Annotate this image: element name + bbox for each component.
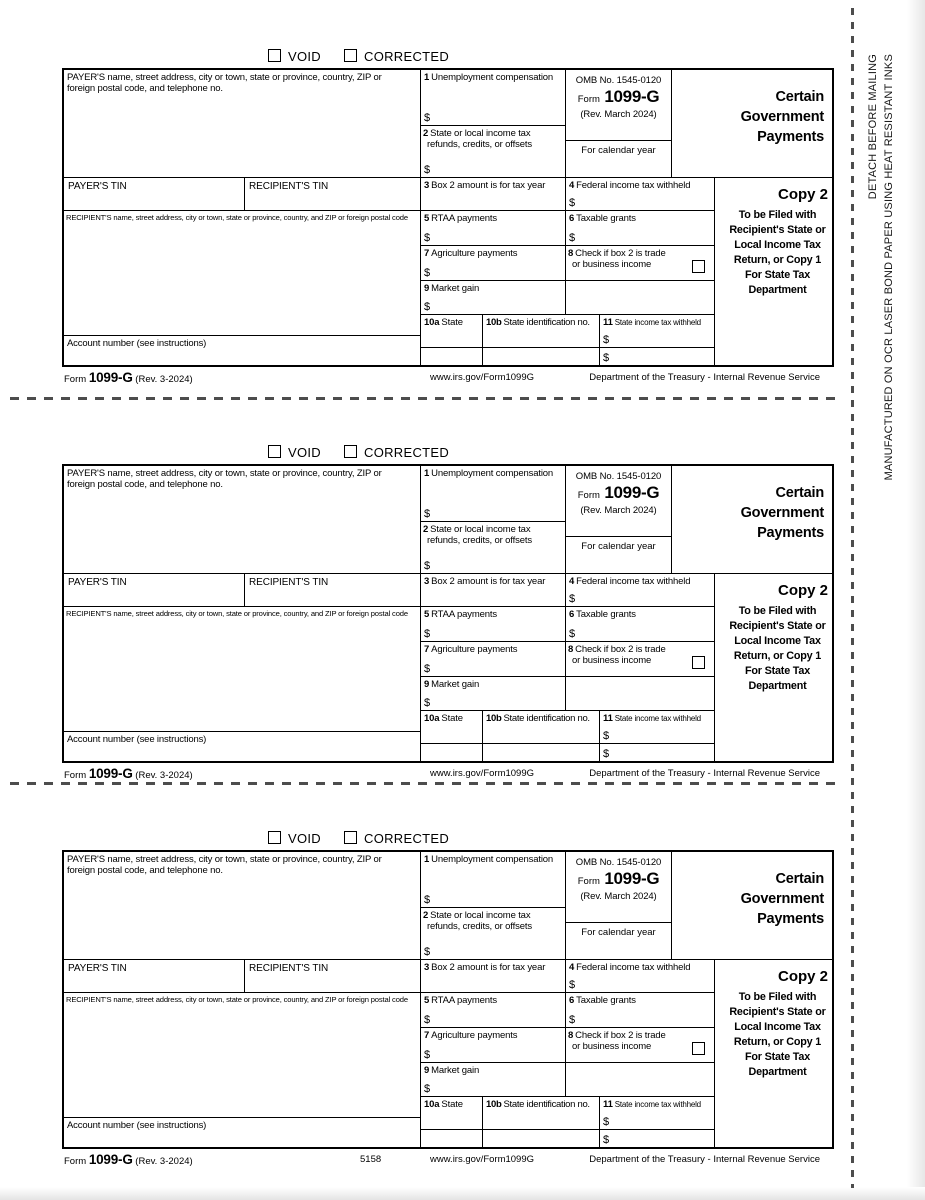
box10a-state bbox=[420, 314, 482, 347]
form-title-line bbox=[566, 483, 671, 503]
footer-revision: (Rev. 3-2024) bbox=[135, 770, 193, 781]
box7-number: 7 bbox=[424, 248, 430, 259]
box9-number: 9 bbox=[424, 679, 430, 690]
dollar-sign: $ bbox=[603, 352, 610, 364]
box3-label: Box 2 amount is for tax year bbox=[431, 180, 546, 191]
box2-number: 2 bbox=[423, 524, 429, 535]
recipient-info-label: RECIPIENT'S name, street address, city or town, state or province, country, and ZIP or foreign postal code bbox=[66, 995, 408, 1004]
form-number: 1099-G bbox=[604, 869, 660, 888]
box10b-number: 10b bbox=[486, 317, 502, 328]
account-number-label: Account number (see instructions) bbox=[67, 734, 207, 745]
perforation-line-vertical bbox=[851, 8, 854, 1188]
dollar-sign: $ bbox=[424, 663, 431, 675]
footer-form-number: 1099-G bbox=[88, 370, 133, 385]
form-word: Form bbox=[577, 94, 600, 105]
box10a-entry-row2 bbox=[420, 743, 482, 761]
box6-taxable-grants bbox=[565, 606, 714, 641]
calendar-year-label: For calendar year bbox=[581, 927, 656, 938]
box4-federal-tax-withheld bbox=[565, 959, 714, 992]
box10a-label: State bbox=[441, 317, 463, 328]
recipient-tin-box bbox=[244, 959, 420, 992]
footer-revision: (Rev. 3-2024) bbox=[135, 1156, 193, 1167]
form-main-title: Certain Government Payments bbox=[740, 89, 824, 145]
account-number-box bbox=[64, 1117, 420, 1147]
box11-state-tax-withheld bbox=[599, 314, 714, 347]
box10a-number: 10a bbox=[424, 1099, 440, 1110]
box5-number: 5 bbox=[424, 995, 430, 1006]
account-number-label: Account number (see instructions) bbox=[67, 338, 207, 349]
box7-number: 7 bbox=[424, 1030, 430, 1041]
copy2-box bbox=[714, 573, 832, 761]
form-main-title: Certain Government Payments bbox=[740, 485, 824, 541]
corrected-label: CORRECTED bbox=[364, 49, 450, 64]
box2-state-refunds bbox=[420, 125, 565, 177]
box2-label: State or local income tax refunds, credits, or offsets bbox=[427, 524, 532, 546]
copy2-title: Copy 2 bbox=[777, 968, 828, 985]
form-title-line bbox=[566, 869, 671, 889]
box11-entry-row2 bbox=[599, 743, 714, 761]
dollar-sign: $ bbox=[424, 1049, 431, 1061]
calendar-year-box bbox=[565, 922, 672, 959]
box1-number: 1 bbox=[424, 854, 430, 865]
box1-number: 1 bbox=[424, 72, 430, 83]
copy2-instructions: To be Filed with Recipient's State or Local Income Tax Return, or Copy 1 For State Tax Department bbox=[729, 605, 826, 692]
dollar-sign: $ bbox=[569, 979, 576, 991]
box10b-state-id bbox=[482, 314, 599, 347]
box10b-state-id bbox=[482, 710, 599, 743]
footer-revision: (Rev. 3-2024) bbox=[135, 374, 193, 385]
void-corrected-row bbox=[62, 830, 830, 848]
box4-federal-tax-withheld bbox=[565, 573, 714, 606]
recipient-tin-box bbox=[244, 177, 420, 210]
void-label: VOID bbox=[288, 49, 321, 64]
dollar-sign: $ bbox=[569, 1014, 576, 1026]
recipient-tin-label: RECIPIENT'S TIN bbox=[249, 963, 329, 974]
dollar-sign: $ bbox=[569, 628, 576, 640]
form-1099g-copy2 bbox=[0, 40, 925, 386]
dollar-sign: $ bbox=[603, 748, 610, 760]
box10a-number: 10a bbox=[424, 713, 440, 724]
dollar-sign: $ bbox=[603, 1134, 610, 1146]
box1-number: 1 bbox=[424, 468, 430, 479]
payer-info-box bbox=[64, 852, 420, 959]
box6-label: Taxable grants bbox=[576, 609, 636, 620]
box10b-entry-row2 bbox=[482, 1129, 599, 1147]
box10a-entry-row2 bbox=[420, 1129, 482, 1147]
box4-label: Federal income tax withheld bbox=[576, 180, 691, 191]
recipient-info-box bbox=[64, 606, 420, 731]
box6-number: 6 bbox=[569, 995, 575, 1006]
dollar-sign: $ bbox=[424, 508, 431, 520]
payer-info-label: PAYER'S name, street address, city or town, state or province, country, ZIP or foreign postal code, and telephone no. bbox=[67, 468, 382, 490]
box8-label: Check if box 2 is trade or business income bbox=[572, 1030, 666, 1052]
box11-number: 11 bbox=[603, 713, 613, 724]
account-number-box bbox=[64, 335, 420, 365]
form-word: Form bbox=[577, 876, 600, 887]
box6-taxable-grants bbox=[565, 210, 714, 245]
box5-rtaa-payments bbox=[420, 992, 565, 1027]
box9-market-gain bbox=[420, 676, 565, 710]
empty-cell bbox=[565, 280, 714, 314]
box3-tax-year bbox=[420, 177, 565, 210]
dollar-sign: $ bbox=[424, 1014, 431, 1026]
copy2-title: Copy 2 bbox=[777, 582, 828, 599]
box5-label: RTAA payments bbox=[431, 213, 497, 224]
box3-number: 3 bbox=[424, 962, 430, 973]
form-grid bbox=[62, 464, 834, 763]
box11-state-tax-withheld bbox=[599, 1096, 714, 1129]
calendar-year-label: For calendar year bbox=[581, 541, 656, 552]
omb-number: OMB No. 1545-0120 bbox=[575, 471, 662, 482]
box6-label: Taxable grants bbox=[576, 995, 636, 1006]
perforation-line-1 bbox=[10, 397, 842, 400]
form-grid bbox=[62, 850, 834, 1149]
paper-stock-text: MANUFACTURED ON OCR LASER BOND PAPER USING HEAT RESISTANT INKS bbox=[883, 54, 895, 481]
box10b-state-id bbox=[482, 1096, 599, 1129]
payer-tin-box bbox=[64, 573, 244, 606]
box7-agriculture-payments bbox=[420, 245, 565, 280]
calendar-year-box bbox=[565, 536, 672, 573]
detach-before-mailing-text: DETACH BEFORE MAILING bbox=[867, 54, 879, 200]
box10b-label: State identification no. bbox=[503, 317, 590, 328]
payer-info-box bbox=[64, 466, 420, 573]
box10a-number: 10a bbox=[424, 317, 440, 328]
box11-label: State income tax withheld bbox=[614, 714, 701, 723]
footer-treasury-text: Department of the Treasury - Internal Revenue Service bbox=[589, 372, 820, 383]
empty-cell bbox=[565, 676, 714, 710]
box4-number: 4 bbox=[569, 962, 575, 973]
payer-tin-label: PAYER'S TIN bbox=[68, 577, 127, 588]
dollar-sign: $ bbox=[603, 1116, 610, 1128]
omb-box bbox=[565, 70, 672, 140]
footer-form-id: Form 1099-G (Rev. 3-2024) bbox=[64, 1152, 193, 1167]
certain-government-payments-area bbox=[672, 852, 832, 959]
form-number: 1099-G bbox=[604, 483, 660, 502]
box6-number: 6 bbox=[569, 609, 575, 620]
omb-box bbox=[565, 852, 672, 922]
side-margin-text bbox=[867, 54, 895, 480]
box4-number: 4 bbox=[569, 576, 575, 587]
recipient-tin-box bbox=[244, 573, 420, 606]
form-1099g-copy2 bbox=[0, 436, 925, 782]
box7-agriculture-payments bbox=[420, 1027, 565, 1062]
box8-trade-business-income bbox=[565, 245, 714, 280]
certain-government-payments-area bbox=[672, 70, 832, 177]
box2-number: 2 bbox=[423, 128, 429, 139]
recipient-info-box bbox=[64, 210, 420, 335]
dollar-sign: $ bbox=[424, 232, 431, 244]
form-number: 1099-G bbox=[604, 87, 660, 106]
box8-number: 8 bbox=[568, 248, 574, 259]
payer-tin-box bbox=[64, 177, 244, 210]
recipient-tin-label: RECIPIENT'S TIN bbox=[249, 577, 329, 588]
box11-label: State income tax withheld bbox=[614, 1100, 701, 1109]
form-revision: (Rev. March 2024) bbox=[580, 505, 657, 516]
dollar-sign: $ bbox=[603, 730, 610, 742]
certain-government-payments-area bbox=[672, 466, 832, 573]
box10a-state bbox=[420, 710, 482, 743]
box3-tax-year bbox=[420, 573, 565, 606]
box5-number: 5 bbox=[424, 213, 430, 224]
corrected-checkbox[interactable] bbox=[344, 49, 357, 62]
form-grid bbox=[62, 68, 834, 367]
box8-number: 8 bbox=[568, 1030, 574, 1041]
dollar-sign: $ bbox=[424, 112, 431, 124]
dollar-sign: $ bbox=[424, 164, 431, 176]
form-revision: (Rev. March 2024) bbox=[580, 109, 657, 120]
sheet-edge-shadow-bottom bbox=[0, 1187, 925, 1200]
payer-info-label: PAYER'S name, street address, city or town, state or province, country, ZIP or foreign postal code, and telephone no. bbox=[67, 72, 382, 94]
box11-entry-row2 bbox=[599, 1129, 714, 1147]
dollar-sign: $ bbox=[424, 894, 431, 906]
box1-unemployment-compensation bbox=[420, 70, 565, 125]
box7-label: Agriculture payments bbox=[431, 644, 518, 655]
box1-unemployment-compensation bbox=[420, 852, 565, 907]
copy2-box bbox=[714, 959, 832, 1147]
box5-number: 5 bbox=[424, 609, 430, 620]
footer-irs-url: www.irs.gov/Form1099G bbox=[430, 372, 535, 383]
footer-irs-url: www.irs.gov/Form1099G bbox=[430, 768, 535, 779]
box2-state-refunds bbox=[420, 907, 565, 959]
dollar-sign: $ bbox=[569, 232, 576, 244]
box8-checkbox[interactable] bbox=[692, 656, 705, 669]
empty-cell bbox=[565, 1062, 714, 1096]
form-1099g-copy2 bbox=[0, 822, 925, 1168]
box8-label: Check if box 2 is trade or business income bbox=[572, 644, 666, 666]
void-checkbox[interactable] bbox=[268, 49, 281, 62]
box11-number: 11 bbox=[603, 1099, 613, 1110]
box3-label: Box 2 amount is for tax year bbox=[431, 576, 546, 587]
box11-entry-row2 bbox=[599, 347, 714, 365]
account-number-box bbox=[64, 731, 420, 761]
payer-info-box bbox=[64, 70, 420, 177]
box10a-label: State bbox=[441, 713, 463, 724]
calendar-year-box bbox=[565, 140, 672, 177]
box6-label: Taxable grants bbox=[576, 213, 636, 224]
box10a-label: State bbox=[441, 1099, 463, 1110]
dollar-sign: $ bbox=[424, 628, 431, 640]
dollar-sign: $ bbox=[569, 593, 576, 605]
footer-treasury-text: Department of the Treasury - Internal Revenue Service bbox=[589, 768, 820, 779]
box9-label: Market gain bbox=[431, 679, 480, 690]
box11-label: State income tax withheld bbox=[614, 318, 701, 327]
box3-label: Box 2 amount is for tax year bbox=[431, 962, 546, 973]
void-corrected-row bbox=[62, 48, 830, 66]
box9-label: Market gain bbox=[431, 1065, 480, 1076]
dollar-sign: $ bbox=[424, 946, 431, 958]
payer-tin-label: PAYER'S TIN bbox=[68, 181, 127, 192]
box7-agriculture-payments bbox=[420, 641, 565, 676]
box9-market-gain bbox=[420, 1062, 565, 1096]
form-revision: (Rev. March 2024) bbox=[580, 891, 657, 902]
form-word: Form bbox=[577, 490, 600, 501]
box4-federal-tax-withheld bbox=[565, 177, 714, 210]
omb-number: OMB No. 1545-0120 bbox=[575, 75, 662, 86]
corrected-label: CORRECTED bbox=[364, 445, 450, 460]
box11-state-tax-withheld bbox=[599, 710, 714, 743]
box9-label: Market gain bbox=[431, 283, 480, 294]
box9-market-gain bbox=[420, 280, 565, 314]
dollar-sign: $ bbox=[424, 697, 431, 709]
omb-number: OMB No. 1545-0120 bbox=[575, 857, 662, 868]
footer-irs-url: www.irs.gov/Form1099G bbox=[430, 1154, 535, 1165]
footer-form-number: 1099-G bbox=[88, 1152, 133, 1167]
dollar-sign: $ bbox=[424, 1083, 431, 1095]
payer-info-label: PAYER'S name, street address, city or town, state or province, country, ZIP or foreign postal code, and telephone no. bbox=[67, 854, 382, 876]
box1-unemployment-compensation bbox=[420, 466, 565, 521]
box2-label: State or local income tax refunds, credits, or offsets bbox=[427, 910, 532, 932]
void-corrected-row bbox=[62, 444, 830, 462]
box8-label: Check if box 2 is trade or business income bbox=[572, 248, 666, 270]
box1-label: Unemployment compensation bbox=[431, 854, 554, 865]
box3-number: 3 bbox=[424, 576, 430, 587]
dollar-sign: $ bbox=[603, 334, 610, 346]
box9-number: 9 bbox=[424, 283, 430, 294]
footer-treasury-text: Department of the Treasury - Internal Revenue Service bbox=[589, 1154, 820, 1165]
box7-label: Agriculture payments bbox=[431, 248, 518, 259]
dollar-sign: $ bbox=[424, 560, 431, 572]
payer-tin-box bbox=[64, 959, 244, 992]
box10b-label: State identification no. bbox=[503, 713, 590, 724]
void-label: VOID bbox=[288, 831, 321, 846]
copy2-box bbox=[714, 177, 832, 365]
recipient-info-label: RECIPIENT'S name, street address, city or town, state or province, country, and ZIP or foreign postal code bbox=[66, 609, 408, 618]
box7-number: 7 bbox=[424, 644, 430, 655]
box4-label: Federal income tax withheld bbox=[576, 576, 691, 587]
box10b-number: 10b bbox=[486, 1099, 502, 1110]
corrected-checkbox[interactable] bbox=[344, 831, 357, 844]
box8-trade-business-income bbox=[565, 1027, 714, 1062]
box7-label: Agriculture payments bbox=[431, 1030, 518, 1041]
box5-rtaa-payments bbox=[420, 606, 565, 641]
box3-tax-year bbox=[420, 959, 565, 992]
recipient-info-box bbox=[64, 992, 420, 1117]
box8-number: 8 bbox=[568, 644, 574, 655]
box2-state-refunds bbox=[420, 521, 565, 573]
copy2-instructions: To be Filed with Recipient's State or Local Income Tax Return, or Copy 1 For State Tax Department bbox=[729, 209, 826, 296]
box4-label: Federal income tax withheld bbox=[576, 962, 691, 973]
box8-trade-business-income bbox=[565, 641, 714, 676]
recipient-info-label: RECIPIENT'S name, street address, city or town, state or province, country, and ZIP or foreign postal code bbox=[66, 213, 408, 222]
box5-label: RTAA payments bbox=[431, 995, 497, 1006]
void-checkbox[interactable] bbox=[268, 831, 281, 844]
box11-number: 11 bbox=[603, 317, 613, 328]
form-footer bbox=[62, 1152, 830, 1168]
dollar-sign: $ bbox=[569, 197, 576, 209]
box6-number: 6 bbox=[569, 213, 575, 224]
box10b-label: State identification no. bbox=[503, 1099, 590, 1110]
box10b-entry-row2 bbox=[482, 743, 599, 761]
account-number-label: Account number (see instructions) bbox=[67, 1120, 207, 1131]
box10b-number: 10b bbox=[486, 713, 502, 724]
copy2-title: Copy 2 bbox=[777, 186, 828, 203]
calendar-year-label: For calendar year bbox=[581, 145, 656, 156]
box5-rtaa-payments bbox=[420, 210, 565, 245]
box10a-entry-row2 bbox=[420, 347, 482, 365]
payer-tin-label: PAYER'S TIN bbox=[68, 963, 127, 974]
footer-form-id: Form 1099-G (Rev. 3-2024) bbox=[64, 370, 193, 385]
omb-box bbox=[565, 466, 672, 536]
corrected-checkbox[interactable] bbox=[344, 445, 357, 458]
box6-taxable-grants bbox=[565, 992, 714, 1027]
box2-label: State or local income tax refunds, credits, or offsets bbox=[427, 128, 532, 150]
box1-label: Unemployment compensation bbox=[431, 72, 554, 83]
copy2-instructions: To be Filed with Recipient's State or Local Income Tax Return, or Copy 1 For State Tax Department bbox=[729, 991, 826, 1078]
perforation-line-2 bbox=[10, 782, 842, 785]
footer-print-number: 5158 bbox=[360, 1154, 382, 1165]
footer-form-id: Form 1099-G (Rev. 3-2024) bbox=[64, 766, 193, 781]
void-checkbox[interactable] bbox=[268, 445, 281, 458]
box10a-state bbox=[420, 1096, 482, 1129]
dollar-sign: $ bbox=[424, 267, 431, 279]
recipient-tin-label: RECIPIENT'S TIN bbox=[249, 181, 329, 192]
footer-form-number: 1099-G bbox=[88, 766, 133, 781]
box1-label: Unemployment compensation bbox=[431, 468, 554, 479]
form-title-line bbox=[566, 87, 671, 107]
form-footer bbox=[62, 370, 830, 386]
box8-checkbox[interactable] bbox=[692, 260, 705, 273]
form-main-title: Certain Government Payments bbox=[740, 871, 824, 927]
box9-number: 9 bbox=[424, 1065, 430, 1076]
corrected-label: CORRECTED bbox=[364, 831, 450, 846]
dollar-sign: $ bbox=[424, 301, 431, 313]
box8-checkbox[interactable] bbox=[692, 1042, 705, 1055]
form-footer bbox=[62, 766, 830, 782]
box4-number: 4 bbox=[569, 180, 575, 191]
void-label: VOID bbox=[288, 445, 321, 460]
box5-label: RTAA payments bbox=[431, 609, 497, 620]
box3-number: 3 bbox=[424, 180, 430, 191]
box2-number: 2 bbox=[423, 910, 429, 921]
box10b-entry-row2 bbox=[482, 347, 599, 365]
